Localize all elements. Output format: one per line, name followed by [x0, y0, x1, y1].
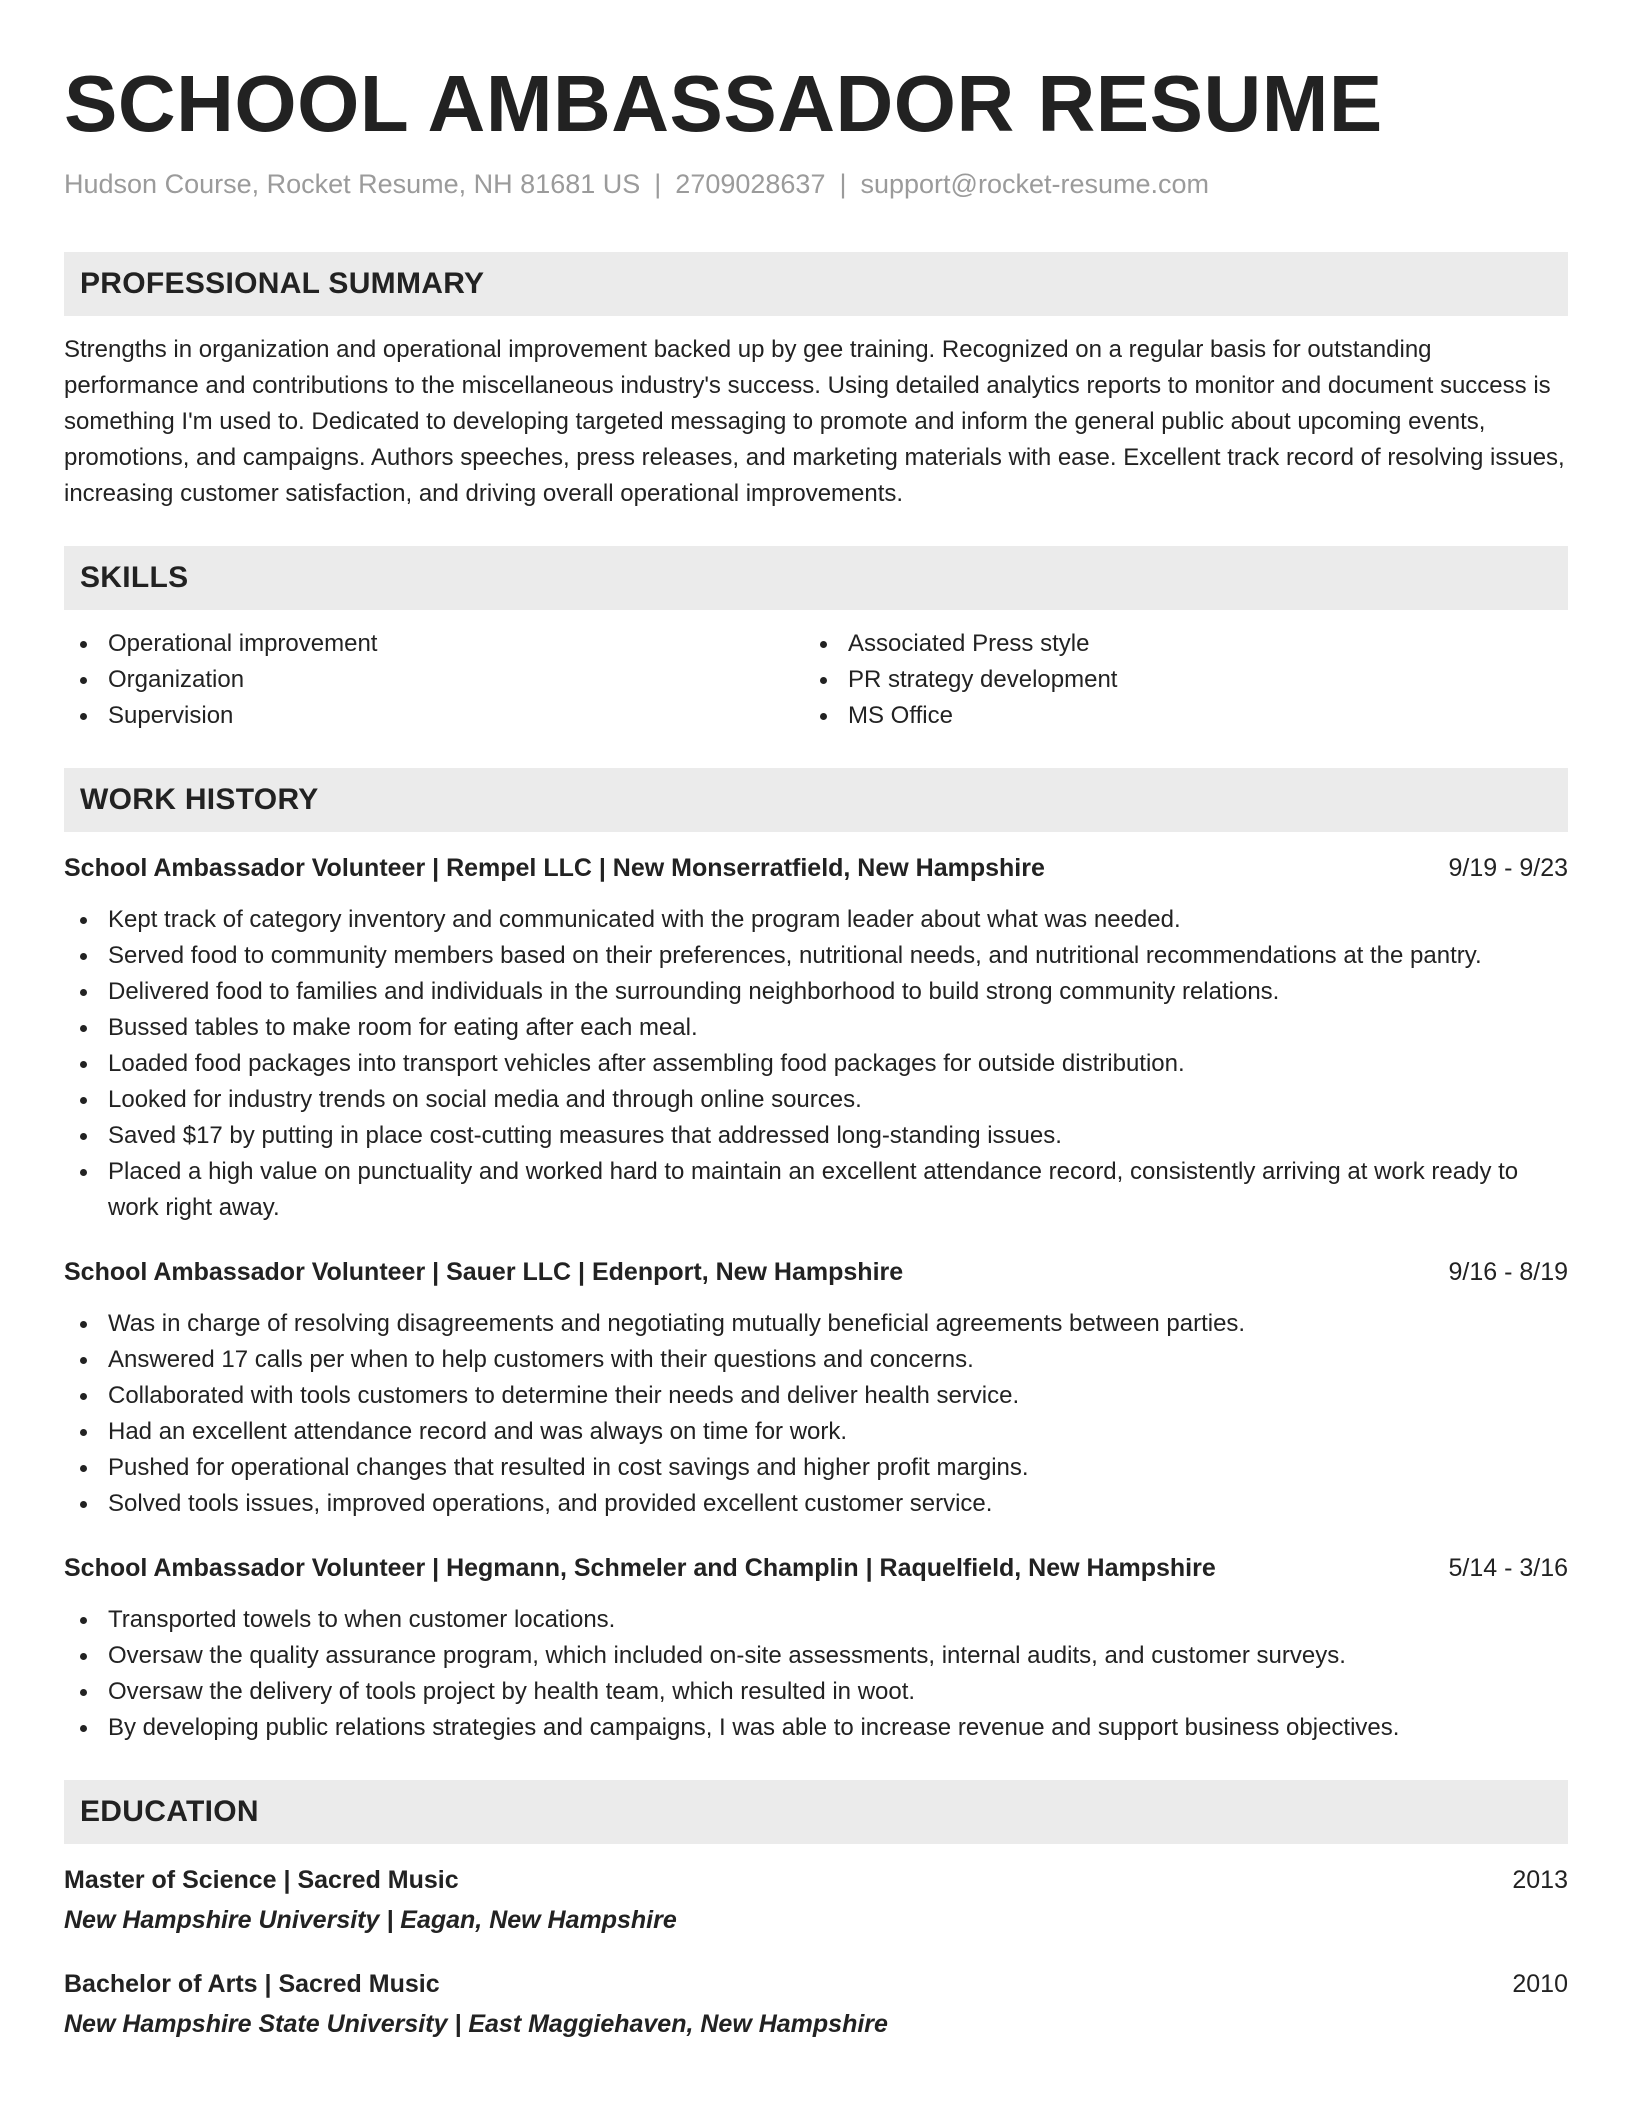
contact-phone: 2709028637 [675, 169, 826, 199]
job-bullet: Loaded food packages into transport vehicles after assembling food packages for outside distribution. [64, 1046, 1568, 1082]
job-entry [64, 850, 1568, 1226]
summary-paragraph: Strengths in organization and operational improvement backed up by gee training. Recognized on a regular basis for outstanding performance and contributions to the miscellaneous industry's success. Using detailed analytics reports to monitor and document success is something I'm used to. Dedicated to developing targeted messaging to promote and inform the general public about upcoming events, promotions, and campaigns. Authors speeches, press releases, and marketing materials with ease. Excellent track record of resolving issues, increasing customer satisfaction, and driving overall operational improvements. [64, 336, 1565, 507]
skill-item: Supervision [64, 698, 804, 734]
skills-column-right [804, 626, 1544, 734]
job-bullet: Bussed tables to make room for eating after each meal. [64, 1010, 1568, 1046]
job-bullet: Transported towels to when customer locations. [64, 1602, 1568, 1638]
section-heading-education: EDUCATION [64, 1780, 1568, 1844]
section-heading-skills: SKILLS [64, 546, 1568, 610]
contact-line [64, 166, 1568, 202]
skill-item: MS Office [804, 698, 1544, 734]
job-dates: 5/14 - 3/16 [1448, 1554, 1568, 1582]
contact-separator: | [839, 169, 847, 199]
contact-email: support@rocket-resume.com [860, 169, 1210, 199]
education-year: 2010 [1512, 1970, 1568, 1998]
contact-separator: | [654, 169, 662, 199]
education-school: New Hampshire University | Eagan, New Hampshire [64, 1906, 677, 1934]
job-bullet: Was in charge of resolving disagreements and negotiating mutually beneficial agreements between parties. [64, 1306, 1568, 1342]
job-bullet: Solved tools issues, improved operations, and provided excellent customer service. [64, 1486, 1568, 1522]
education-entry [64, 1862, 1568, 1938]
skills-list [64, 626, 1568, 734]
job-title: School Ambassador Volunteer | Sauer LLC | Edenport, New Hampshire [64, 1258, 904, 1286]
job-title: School Ambassador Volunteer | Rempel LLC | New Monserratfield, New Hampshire [64, 854, 1045, 882]
job-bullet: Collaborated with tools customers to determine their needs and deliver health service. [64, 1378, 1568, 1414]
job-bullet: Answered 17 calls per when to help customers with their questions and concerns. [64, 1342, 1568, 1378]
job-bullet: Kept track of category inventory and communicated with the program leader about what was needed. [64, 902, 1568, 938]
job-bullet: Placed a high value on punctuality and worked hard to maintain an excellent attendance record, consistently arriving at work ready to work right away. [64, 1154, 1568, 1226]
skill-item: Operational improvement [64, 626, 804, 662]
job-dates: 9/19 - 9/23 [1448, 854, 1568, 882]
job-bullet: Delivered food to families and individuals in the surrounding neighborhood to build strong community relations. [64, 974, 1568, 1010]
job-bullet: Had an excellent attendance record and was always on time for work. [64, 1414, 1568, 1450]
skill-item: Organization [64, 662, 804, 698]
skill-item: PR strategy development [804, 662, 1544, 698]
job-bullet: Served food to community members based on their preferences, nutritional needs, and nutritional recommendations at the pantry. [64, 938, 1568, 974]
job-title: School Ambassador Volunteer | Hegmann, Schmeler and Champlin | Raquelfield, New Hampshire [64, 1554, 1216, 1582]
contact-address: Hudson Course, Rocket Resume, NH 81681 US [64, 169, 641, 199]
skills-column-left [64, 626, 804, 734]
job-bullet: Oversaw the quality assurance program, which included on-site assessments, internal audits, and customer surveys. [64, 1638, 1568, 1674]
education-entry [64, 1966, 1568, 2042]
education-degree: Master of Science | Sacred Music [64, 1866, 459, 1894]
education-degree: Bachelor of Arts | Sacred Music [64, 1970, 440, 1998]
job-dates: 9/16 - 8/19 [1448, 1258, 1568, 1286]
job-entry [64, 1254, 1568, 1522]
job-bullet: Pushed for operational changes that resulted in cost savings and higher profit margins. [64, 1450, 1568, 1486]
section-heading-work-history: WORK HISTORY [64, 768, 1568, 832]
resume-title: SCHOOL AMBASSADOR RESUME [64, 59, 1383, 148]
education-school: New Hampshire State University | East Maggiehaven, New Hampshire [64, 2010, 888, 2038]
education-year: 2013 [1512, 1866, 1568, 1894]
job-entry [64, 1550, 1568, 1746]
job-bullet: Looked for industry trends on social media and through online sources. [64, 1082, 1568, 1118]
job-bullet: Saved $17 by putting in place cost-cutting measures that addressed long-standing issues. [64, 1118, 1568, 1154]
section-heading-summary: PROFESSIONAL SUMMARY [64, 252, 1568, 316]
job-bullet: Oversaw the delivery of tools project by health team, which resulted in woot. [64, 1674, 1568, 1710]
job-bullet: By developing public relations strategies and campaigns, I was able to increase revenue and support business objectives. [64, 1710, 1568, 1746]
skill-item: Associated Press style [804, 626, 1544, 662]
